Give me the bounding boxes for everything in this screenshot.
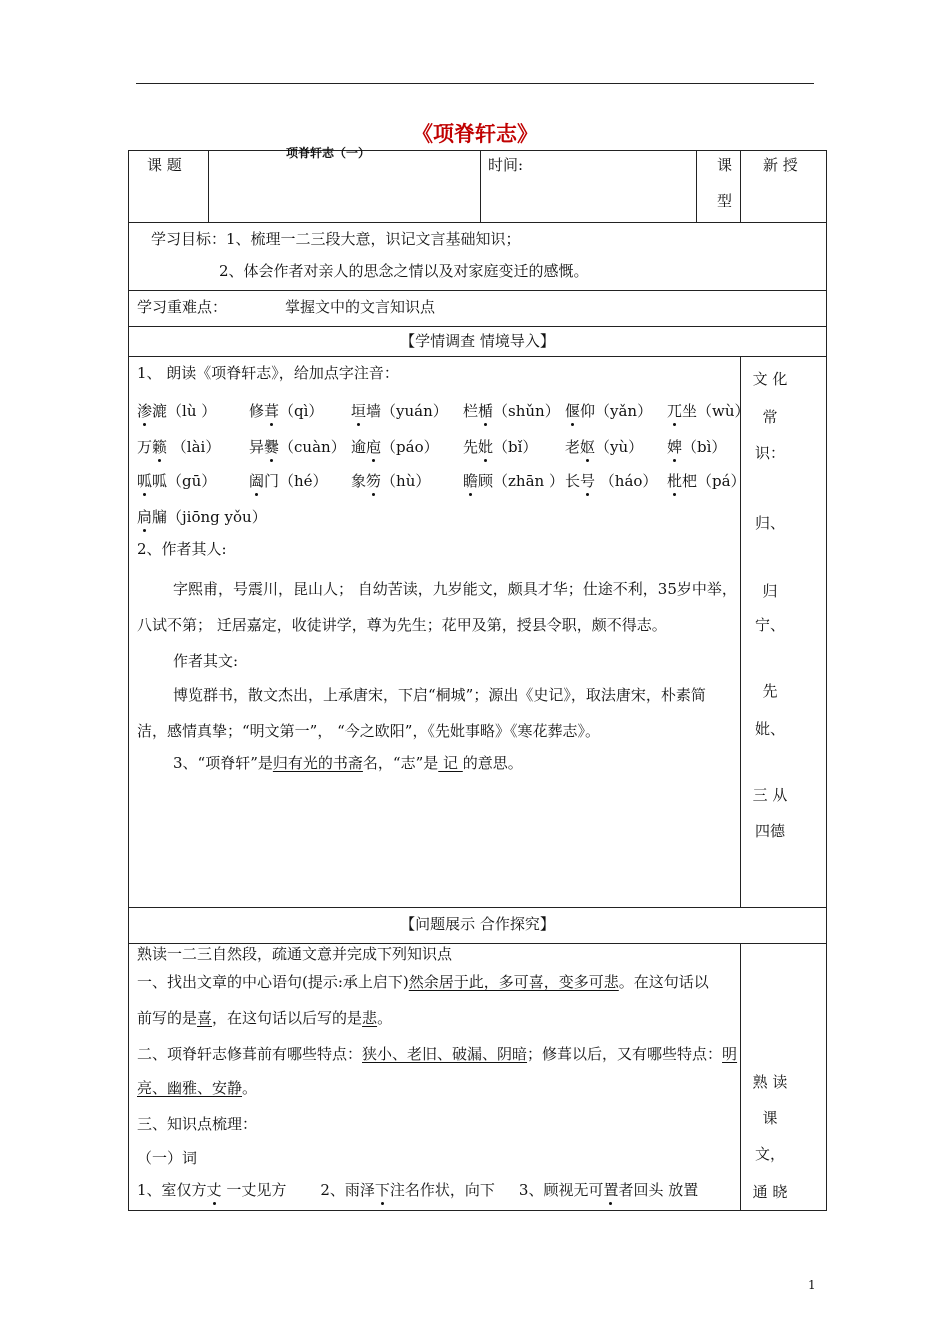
point-3: 三、知识点梳理： xyxy=(137,1115,258,1133)
section1-row xyxy=(129,357,827,908)
document-subtitle: 项脊轩志（一） xyxy=(286,146,371,160)
pinyin-item: 先妣（bǐ） xyxy=(463,438,538,456)
side-note-line: 通 晓 xyxy=(752,1183,788,1201)
works-line-2: 洁，感情真挚；“明文第一”， “今之欧阳”，《先妣事略》《寒花葬志》。 xyxy=(137,722,600,740)
point-2-line-2: 亮、幽雅、安静。 xyxy=(137,1079,258,1097)
pinyin-item: 逾庖（páo） xyxy=(351,438,439,456)
goal-line-1: 学习目标：1、梳理一二三段大意，识记文言基础知识； xyxy=(151,230,521,248)
side-note-line: 课 xyxy=(762,1109,778,1127)
dotted-char: 庖 xyxy=(366,438,382,456)
dotted-char: 渗 xyxy=(137,402,153,420)
section2-intro: 熟读一二三自然段，疏通文意并完成下列知识点 xyxy=(137,945,453,963)
side-note-line: 宁、 xyxy=(754,616,785,634)
dotted-char: 妪 xyxy=(580,438,596,456)
side-note-line: 常 xyxy=(762,408,778,426)
pinyin-item: 兀坐（wù） xyxy=(667,402,750,420)
dotted-char: 垣 xyxy=(351,402,367,420)
dotted-char: 瞻 xyxy=(463,472,479,490)
works-line-1: 博览群书，散文杰出，上承唐宋，下启“桐城”；源出《史记》，取法唐宋，朴素简 xyxy=(173,686,706,704)
dotted-char: 呱 xyxy=(137,472,153,490)
question-1: 1、 朗读《项脊轩志》，给加点字注音： xyxy=(137,364,399,382)
section1-header-row xyxy=(129,327,827,357)
side-note-line: 妣、 xyxy=(754,720,785,738)
label-keti: 课 题 xyxy=(147,156,182,174)
dotted-char: 妣 xyxy=(478,438,494,456)
dotted-char: 籁 xyxy=(152,438,168,456)
pinyin-item: 呱呱（gū） xyxy=(137,472,217,490)
section2-header-row xyxy=(129,908,827,944)
answer-study-name: 归有光的书斋 xyxy=(272,754,363,772)
point-1-line-1: 一、找出文章的中心语句(提示:承上启下)然余居于此，多可喜，变多可悲。在这句话以 xyxy=(137,973,709,991)
point-2-line-1: 二、项脊轩志修葺前有哪些特点：狭小、老旧、破漏、阴暗；修葺以后，又有哪些特点：明 xyxy=(137,1045,738,1063)
section1-header: 【学情调查 情境导入】 xyxy=(400,332,555,350)
pinyin-item: 偃仰（yǎn） xyxy=(565,402,653,420)
page-number: 1 xyxy=(808,1278,816,1292)
dotted-char: 楯 xyxy=(478,402,494,420)
dotted-char: 扃 xyxy=(137,508,153,526)
key-points-value: 掌握文中的文言知识点 xyxy=(285,298,436,316)
lesson-plan-table xyxy=(128,150,827,1211)
pinyin-item: 婢（bì） xyxy=(667,438,727,456)
label-type-1: 课 xyxy=(717,156,733,174)
label-time: 时间: xyxy=(488,156,524,174)
pinyin-item: 阖门（hé） xyxy=(249,472,328,490)
goals-row xyxy=(129,223,827,291)
label-type-2: 型 xyxy=(717,192,733,210)
point-4: （一）词 xyxy=(137,1149,198,1167)
section2-header: 【问题展示 合作探究】 xyxy=(400,915,555,933)
author-line-2: 八试不第； 迁居嘉定，收徒讲学，尊为先生；花甲及第，授县令职，颇不得志。 xyxy=(137,616,667,634)
dotted-char: 爨 xyxy=(264,438,280,456)
pinyin-item: 栏楯（shǔn） xyxy=(463,402,560,420)
key-points-row xyxy=(129,291,827,327)
pinyin-item: 渗漉（lù ） xyxy=(137,402,217,420)
header-rule xyxy=(136,83,814,84)
dotted-char: 兀 xyxy=(667,402,683,420)
header-row xyxy=(129,151,827,223)
pinyin-item: 异爨（cuàn） xyxy=(249,438,346,456)
dotted-char: 葺 xyxy=(264,402,280,420)
dotted-char: 阖 xyxy=(249,472,265,490)
pinyin-item: 万籁 （lài） xyxy=(137,438,221,456)
pinyin-item: 枇杷（pá） xyxy=(667,472,746,490)
pinyin-item: 垣墙（yuán） xyxy=(351,402,448,420)
question-2: 2、作者其人: xyxy=(137,540,227,558)
dotted-char: 婢 xyxy=(667,438,683,456)
side-note-line: 四德 xyxy=(754,822,785,840)
author-line-1: 字熙甫，号震川，昆山人； 自幼苦读，九岁能文，颇具才华；仕途不利，35岁中举， xyxy=(173,580,737,598)
side-note-line: 文， xyxy=(754,1145,785,1163)
side-note-line: 先 xyxy=(762,682,778,700)
pinyin-item: 老妪（yù） xyxy=(565,438,644,456)
goal-line-2: 2、体会作者对亲人的思念之情以及对家庭变迁的感慨。 xyxy=(219,262,589,280)
section2-row xyxy=(129,944,827,1211)
pinyin-item: 长号 （háo） xyxy=(565,472,658,490)
side-note-line: 识： xyxy=(754,444,785,462)
pinyin-item: 象笏（hù） xyxy=(351,472,431,490)
dotted-char: 偃 xyxy=(565,402,581,420)
side-note-line: 三 从 xyxy=(752,786,788,804)
works-label: 作者其文: xyxy=(173,652,239,670)
question-3: 3、“项脊轩”是归有光的书斋名，“志”是 记 的意思。 xyxy=(173,754,523,772)
vocab-line: 1、室仅方丈 一丈见方 2、雨泽下注名作状，向下 3、顾视无可置者回头 放置 xyxy=(137,1181,699,1199)
side-note-line: 文 化 xyxy=(752,370,788,388)
dotted-char: 枇 xyxy=(667,472,683,490)
key-points-label: 学习重难点： xyxy=(137,298,228,316)
pinyin-item: 瞻顾（zhān ） xyxy=(463,472,564,490)
side-note-line: 归、 xyxy=(754,514,785,532)
dotted-char: 笏 xyxy=(366,472,382,490)
side-note-line: 熟 读 xyxy=(752,1073,788,1091)
pinyin-item: 修葺（qì） xyxy=(249,402,324,420)
pinyin-item: 扃牖（jiōng yǒu） xyxy=(137,508,267,526)
point-1-line-2: 前写的是喜，在这句话以后写的是悲。 xyxy=(137,1009,393,1027)
answer-zhi-meaning: 记 xyxy=(438,754,463,772)
side-note-line: 归 xyxy=(762,582,778,600)
type-value: 新 授 xyxy=(763,156,798,174)
dotted-char: 号 xyxy=(580,472,596,490)
document-title: 《项脊轩志》 xyxy=(412,121,538,146)
